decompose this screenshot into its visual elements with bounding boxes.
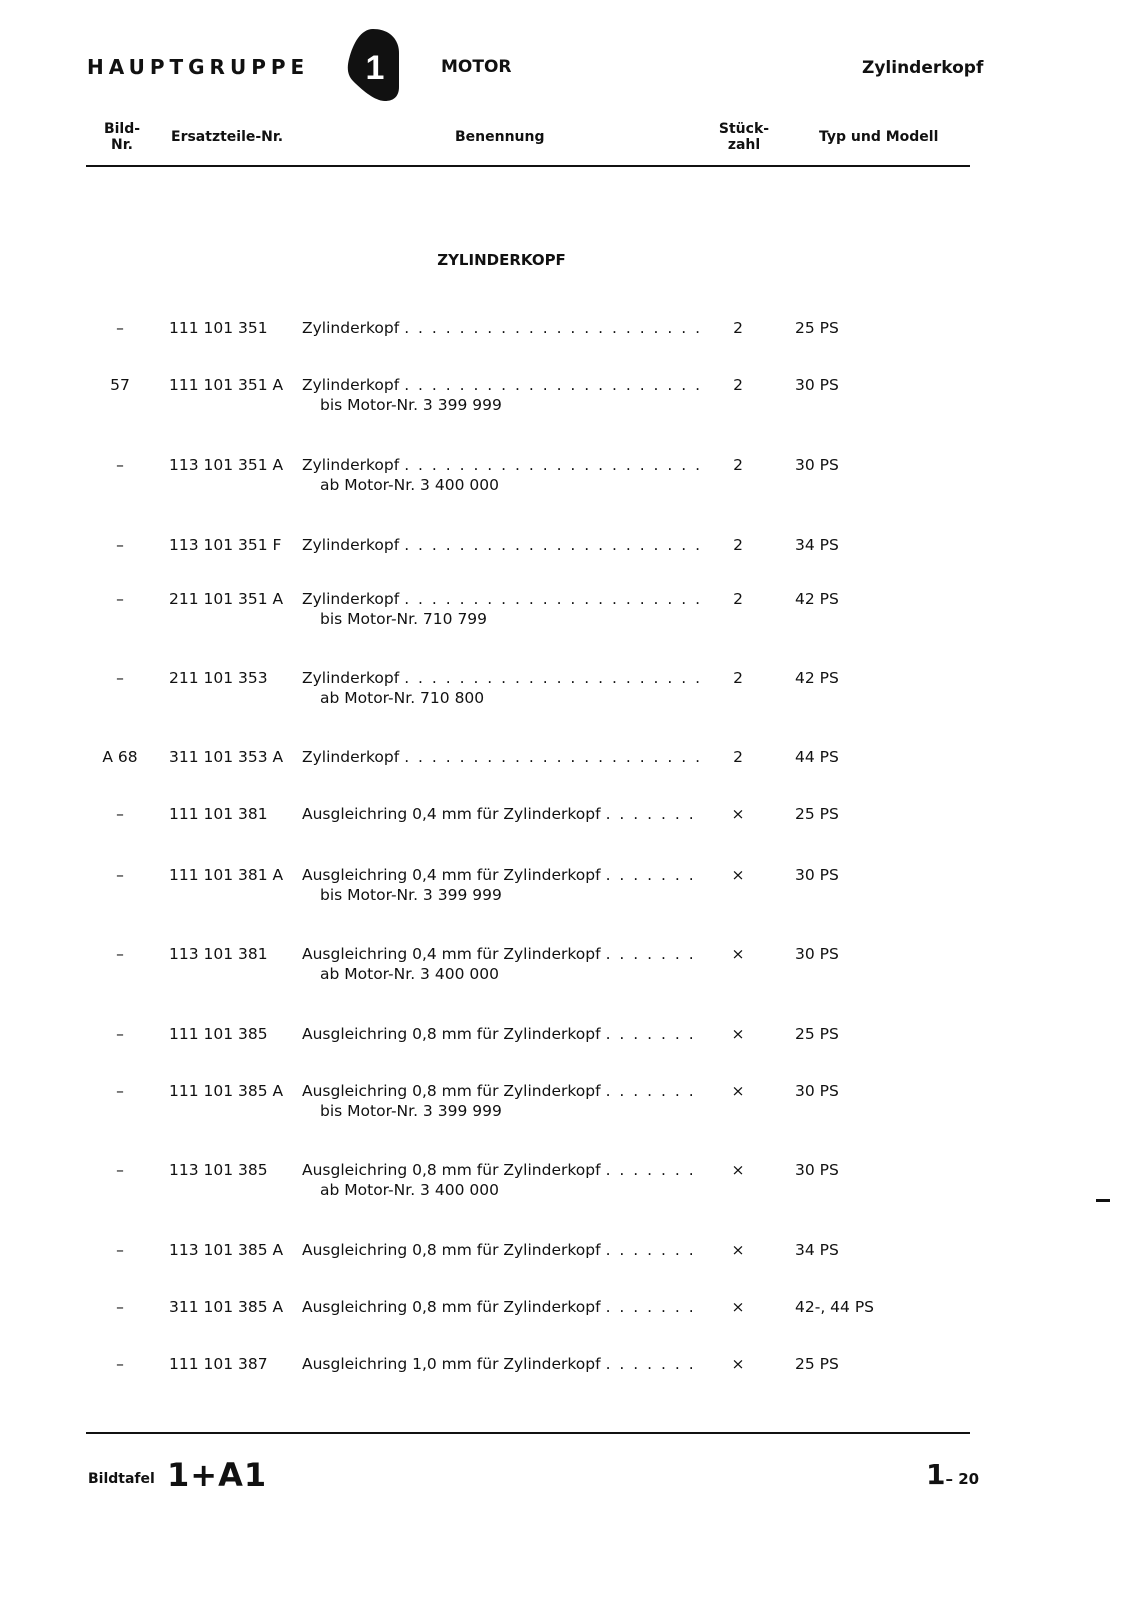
page-number-sub: – 20 xyxy=(945,1470,980,1488)
leader-dots xyxy=(606,1354,699,1374)
col-bild-line2: Nr. xyxy=(111,137,133,153)
part-designation xyxy=(302,589,699,629)
quantity: × xyxy=(731,866,745,884)
edge-mark xyxy=(1096,1199,1110,1202)
group-number-badge xyxy=(345,27,401,103)
part-number: 311 101 353 A xyxy=(169,748,284,766)
page-number xyxy=(926,1458,979,1491)
part-designation xyxy=(302,804,699,824)
type-model: 25 PS xyxy=(795,805,839,823)
part-number: 111 101 381 xyxy=(169,805,268,823)
bild-nr: – xyxy=(116,319,124,337)
part-name: Zylinderkopf xyxy=(302,748,400,766)
leader-dots xyxy=(606,1024,699,1044)
bild-nr: – xyxy=(116,866,124,884)
type-model: 30 PS xyxy=(795,866,839,884)
col-bild-line1: Bild- xyxy=(103,121,141,137)
part-designation xyxy=(302,318,699,338)
part-designation xyxy=(302,1081,699,1121)
part-name: Zylinderkopf xyxy=(302,456,400,474)
leader-dots xyxy=(404,747,699,767)
part-name: Ausgleichring 0,4 mm für Zylinderkopf xyxy=(302,945,601,963)
bild-nr: – xyxy=(116,945,124,963)
part-number: 111 101 381 A xyxy=(169,866,284,884)
quantity: × xyxy=(731,1025,745,1043)
page-subject: Zylinderkopf xyxy=(862,58,984,78)
bild-nr: – xyxy=(116,1241,124,1259)
leader-dots xyxy=(404,318,699,338)
type-model: 30 PS xyxy=(795,456,839,474)
part-designation xyxy=(302,1240,699,1260)
part-note: bis Motor-Nr. 3 399 999 xyxy=(320,886,502,904)
section-title: ZYLINDERKOPF xyxy=(437,251,566,269)
part-designation xyxy=(302,455,699,495)
bildtafel-label: Bildtafel xyxy=(88,1471,155,1487)
quantity: 2 xyxy=(733,376,743,394)
part-name: Zylinderkopf xyxy=(302,536,400,554)
quantity: × xyxy=(731,1241,745,1259)
type-model: 30 PS xyxy=(795,945,839,963)
header-rule xyxy=(86,165,970,167)
quantity: 2 xyxy=(733,456,743,474)
part-designation xyxy=(302,1297,699,1317)
bild-nr: – xyxy=(116,456,124,474)
quantity: × xyxy=(731,1298,745,1316)
part-name: Ausgleichring 0,8 mm für Zylinderkopf xyxy=(302,1298,601,1316)
bildtafel-value: 1+A1 xyxy=(167,1456,268,1494)
part-name: Ausgleichring 0,8 mm für Zylinderkopf xyxy=(302,1082,601,1100)
leader-dots xyxy=(606,1240,699,1260)
quantity: × xyxy=(731,1082,745,1100)
part-designation xyxy=(302,1160,699,1200)
leader-dots xyxy=(404,589,699,609)
part-note: bis Motor-Nr. 3 399 999 xyxy=(320,396,502,414)
part-designation xyxy=(302,535,699,555)
part-note: ab Motor-Nr. 710 800 xyxy=(320,689,485,707)
part-name: Ausgleichring 1,0 mm für Zylinderkopf xyxy=(302,1355,601,1373)
bild-nr: – xyxy=(116,1082,124,1100)
part-number: 113 101 381 xyxy=(169,945,268,963)
quantity: 2 xyxy=(733,319,743,337)
part-number: 113 101 351 A xyxy=(169,456,284,474)
quantity: 2 xyxy=(733,748,743,766)
col-stueck-line1: Stück- xyxy=(718,121,770,137)
part-number: 113 101 351 F xyxy=(169,536,282,554)
part-note: bis Motor-Nr. 3 399 999 xyxy=(320,1102,502,1120)
col-benennung: Benennung xyxy=(455,129,545,145)
quantity: 2 xyxy=(733,590,743,608)
part-name: Zylinderkopf xyxy=(302,319,400,337)
part-number: 111 101 385 xyxy=(169,1025,268,1043)
part-designation xyxy=(302,944,699,984)
part-note: ab Motor-Nr. 3 400 000 xyxy=(320,1181,499,1199)
part-name: Ausgleichring 0,8 mm für Zylinderkopf xyxy=(302,1241,601,1259)
part-designation xyxy=(302,375,699,415)
part-name: Ausgleichring 0,4 mm für Zylinderkopf xyxy=(302,866,601,884)
leader-dots xyxy=(606,1081,699,1101)
bild-nr: 57 xyxy=(110,376,130,394)
quantity: 2 xyxy=(733,669,743,687)
group-label: HAUPTGRUPPE xyxy=(87,55,310,79)
group-number: 1 xyxy=(365,49,385,87)
type-model: 25 PS xyxy=(795,319,839,337)
leader-dots xyxy=(606,1297,699,1317)
leader-dots xyxy=(404,668,699,688)
quantity: × xyxy=(731,1161,745,1179)
bild-nr: – xyxy=(116,590,124,608)
type-model: 34 PS xyxy=(795,536,839,554)
quantity: × xyxy=(731,1355,745,1373)
part-number: 111 101 387 xyxy=(169,1355,268,1373)
part-number: 311 101 385 A xyxy=(169,1298,284,1316)
part-number: 211 101 353 xyxy=(169,669,268,687)
bild-nr: A 68 xyxy=(102,748,138,766)
quantity: 2 xyxy=(733,536,743,554)
bild-nr: – xyxy=(116,1025,124,1043)
type-model: 30 PS xyxy=(795,1161,839,1179)
leader-dots xyxy=(404,375,699,395)
bild-nr: – xyxy=(116,536,124,554)
group-name: MOTOR xyxy=(441,57,512,77)
type-model: 42 PS xyxy=(795,669,839,687)
part-name: Ausgleichring 0,8 mm für Zylinderkopf xyxy=(302,1025,601,1043)
part-designation xyxy=(302,1354,699,1374)
part-note: ab Motor-Nr. 3 400 000 xyxy=(320,965,499,983)
leader-dots xyxy=(606,944,699,964)
part-number: 111 101 351 A xyxy=(169,376,284,394)
type-model: 25 PS xyxy=(795,1025,839,1043)
part-number: 111 101 351 xyxy=(169,319,268,337)
type-model: 30 PS xyxy=(795,376,839,394)
part-number: 113 101 385 xyxy=(169,1161,268,1179)
part-number: 111 101 385 A xyxy=(169,1082,284,1100)
leader-dots xyxy=(404,535,699,555)
part-note: bis Motor-Nr. 710 799 xyxy=(320,610,488,628)
bild-nr: – xyxy=(116,669,124,687)
part-number: 211 101 351 A xyxy=(169,590,284,608)
part-name: Zylinderkopf xyxy=(302,669,400,687)
footer-rule xyxy=(86,1432,970,1434)
type-model: 34 PS xyxy=(795,1241,839,1259)
part-note: ab Motor-Nr. 3 400 000 xyxy=(320,476,499,494)
col-stueck-line2: zahl xyxy=(727,137,761,153)
leader-dots xyxy=(606,865,699,885)
col-ersatzteil: Ersatzteile-Nr. xyxy=(171,129,284,145)
bild-nr: – xyxy=(116,805,124,823)
part-designation xyxy=(302,668,699,708)
quantity: × xyxy=(731,945,745,963)
part-name: Zylinderkopf xyxy=(302,590,400,608)
quantity: × xyxy=(731,805,745,823)
type-model: 25 PS xyxy=(795,1355,839,1373)
leader-dots xyxy=(404,455,699,475)
part-number: 113 101 385 A xyxy=(169,1241,284,1259)
bild-nr: – xyxy=(116,1298,124,1316)
leader-dots xyxy=(606,804,699,824)
type-model: 42 PS xyxy=(795,590,839,608)
type-model: 30 PS xyxy=(795,1082,839,1100)
col-bild-nr xyxy=(100,121,144,153)
col-typ-modell: Typ und Modell xyxy=(819,129,939,145)
part-name: Ausgleichring 0,8 mm für Zylinderkopf xyxy=(302,1161,601,1179)
bild-nr: – xyxy=(116,1355,124,1373)
part-name: Ausgleichring 0,4 mm für Zylinderkopf xyxy=(302,805,601,823)
col-stueckzahl xyxy=(718,121,770,153)
bild-nr: – xyxy=(116,1161,124,1179)
part-designation xyxy=(302,865,699,905)
part-designation xyxy=(302,747,699,767)
part-name: Zylinderkopf xyxy=(302,376,400,394)
page-number-main: 1 xyxy=(926,1458,946,1491)
part-designation xyxy=(302,1024,699,1044)
leader-dots xyxy=(606,1160,699,1180)
type-model: 42-, 44 PS xyxy=(795,1298,875,1316)
type-model: 44 PS xyxy=(795,748,839,766)
